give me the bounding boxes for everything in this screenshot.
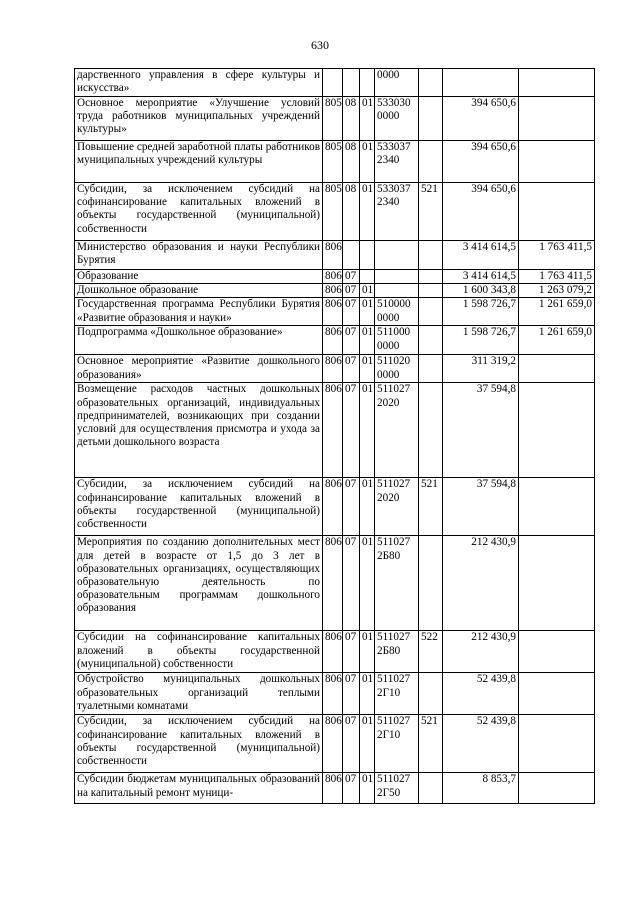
expense-type-code — [419, 270, 443, 284]
expense-type-code — [419, 284, 443, 298]
table-row — [75, 478, 595, 536]
row-name: Мероприятия по созданию дополнительных мест для детей в возрасте от 1,5 до 3 лет в образовательных организациях, осуществляющих образовательную деятельность по образовательным программам дошкольного образования — [75, 536, 323, 631]
row-name: Субсидии, за исключением субсидий на софинансирование капитальных вложений в объекты государственной (муниципальной) собственности — [75, 478, 323, 536]
subsection-code: 01 — [360, 631, 375, 673]
row-name: Субсидии на софинансирование капитальных вложений в объекты государственной (муниципальной) собственности — [75, 631, 323, 673]
table-row — [75, 298, 595, 326]
expense-type-code: 521 — [419, 478, 443, 536]
ministry-code — [323, 69, 343, 97]
expense-type-code: 521 — [419, 715, 443, 773]
amount-federal — [519, 97, 595, 141]
amount-federal — [519, 141, 595, 183]
table-row — [75, 97, 595, 141]
row-name: Обустройство муниципальных дошкольных образовательных организаций теплыми туалетными комнатами — [75, 673, 323, 715]
section-code: 07 — [343, 270, 360, 284]
ministry-code: 805 — [323, 183, 343, 241]
subsection-code: 01 — [360, 715, 375, 773]
amount-federal — [519, 673, 595, 715]
expense-type-code — [419, 536, 443, 631]
amount-federal — [519, 355, 595, 383]
subsection-code — [360, 69, 375, 97]
subsection-code: 01 — [360, 284, 375, 298]
subsection-code: 01 — [360, 183, 375, 241]
amount-total: 212 430,9 — [443, 631, 519, 673]
amount-federal — [519, 773, 595, 804]
table-row — [75, 715, 595, 773]
amount-total: 8 853,7 — [443, 773, 519, 804]
target-article-code: 511027 2Б80 — [375, 536, 419, 631]
amount-total: 3 414 614,5 — [443, 270, 519, 284]
row-name: Субсидии, за исключением субсидий на софинансирование капитальных вложений в объекты государственной (муниципальной) собственности — [75, 715, 323, 773]
target-article-code: 511027 2Б80 — [375, 631, 419, 673]
table-row — [75, 673, 595, 715]
amount-total: 52 439,8 — [443, 715, 519, 773]
table-row — [75, 773, 595, 804]
table-row — [75, 270, 595, 284]
amount-federal — [519, 478, 595, 536]
expense-type-code: 522 — [419, 631, 443, 673]
row-name: Дошкольное образование — [75, 284, 323, 298]
table-row — [75, 141, 595, 183]
table-row — [75, 69, 595, 97]
subsection-code: 01 — [360, 355, 375, 383]
target-article-code — [375, 270, 419, 284]
row-name: Основное мероприятие «Развитие дошкольного образования» — [75, 355, 323, 383]
target-article-code: 533037 2340 — [375, 141, 419, 183]
section-code: 07 — [343, 536, 360, 631]
row-name: Возмещение расходов частных дошкольных образовательных организаций, индивидуальных предпринимателей, возникающих при создании условий для осуществления присмотра и ухода за детьми дошкольного возраста — [75, 383, 323, 478]
amount-total — [443, 69, 519, 97]
amount-total: 37 594,8 — [443, 383, 519, 478]
amount-federal: 1 763 411,5 — [519, 241, 595, 270]
amount-federal: 1 261 659,0 — [519, 326, 595, 355]
section-code: 07 — [343, 383, 360, 478]
target-article-code: 510000 0000 — [375, 298, 419, 326]
table-row — [75, 631, 595, 673]
subsection-code: 01 — [360, 326, 375, 355]
subsection-code: 01 — [360, 478, 375, 536]
amount-total: 311 319,2 — [443, 355, 519, 383]
page-number: 630 — [311, 38, 329, 52]
amount-total: 52 439,8 — [443, 673, 519, 715]
ministry-code: 806 — [323, 284, 343, 298]
expense-type-code — [419, 355, 443, 383]
expense-type-code — [419, 383, 443, 478]
target-article-code: 0000 — [375, 69, 419, 97]
subsection-code — [360, 270, 375, 284]
amount-total: 394 650,6 — [443, 97, 519, 141]
amount-federal: 1 261 659,0 — [519, 298, 595, 326]
row-name: Образование — [75, 270, 323, 284]
row-name: Субсидии, за исключением субсидий на софинансирование капитальных вложений в объекты государственной (муниципальной) собственности — [75, 183, 323, 241]
subsection-code: 01 — [360, 141, 375, 183]
section-code: 07 — [343, 715, 360, 773]
row-name: Основное мероприятие «Улучшение условий труда работников муниципальных учреждений культуры» — [75, 97, 323, 141]
ministry-code: 805 — [323, 97, 343, 141]
section-code — [343, 241, 360, 270]
subsection-code: 01 — [360, 673, 375, 715]
section-code: 07 — [343, 773, 360, 804]
target-article-code: 511000 0000 — [375, 326, 419, 355]
section-code: 08 — [343, 183, 360, 241]
amount-total: 1 598 726,7 — [443, 326, 519, 355]
target-article-code: 533030 0000 — [375, 97, 419, 141]
row-name: дарственного управления в сфере культуры и искусства» — [75, 69, 323, 97]
table-row — [75, 355, 595, 383]
subsection-code: 01 — [360, 298, 375, 326]
budget-table — [74, 68, 595, 804]
table-row — [75, 183, 595, 241]
amount-federal — [519, 536, 595, 631]
amount-federal — [519, 69, 595, 97]
amount-total: 3 414 614,5 — [443, 241, 519, 270]
target-article-code — [375, 241, 419, 270]
amount-federal — [519, 715, 595, 773]
section-code: 07 — [343, 631, 360, 673]
amount-federal: 1 263 079,2 — [519, 284, 595, 298]
section-code: 07 — [343, 326, 360, 355]
subsection-code — [360, 241, 375, 270]
expense-type-code: 521 — [419, 183, 443, 241]
table-body — [75, 69, 595, 804]
section-code: 07 — [343, 478, 360, 536]
amount-federal — [519, 183, 595, 241]
amount-total: 212 430,9 — [443, 536, 519, 631]
ministry-code: 806 — [323, 355, 343, 383]
ministry-code: 806 — [323, 673, 343, 715]
row-name: Субсидии бюджетам муниципальных образований на капитальный ремонт муници- — [75, 773, 323, 804]
subsection-code: 01 — [360, 383, 375, 478]
target-article-code: 533037 2340 — [375, 183, 419, 241]
expense-type-code — [419, 97, 443, 141]
ministry-code: 805 — [323, 141, 343, 183]
subsection-code: 01 — [360, 97, 375, 141]
ministry-code: 806 — [323, 478, 343, 536]
row-name: Государственная программа Республики Бурятия «Развитие образования и науки» — [75, 298, 323, 326]
ministry-code: 806 — [323, 773, 343, 804]
section-code: 07 — [343, 298, 360, 326]
amount-federal: 1 763 411,5 — [519, 270, 595, 284]
subsection-code: 01 — [360, 536, 375, 631]
row-name: Повышение средней заработной платы работников муниципальных учреждений культуры — [75, 141, 323, 183]
table-row — [75, 326, 595, 355]
target-article-code: 511027 2020 — [375, 383, 419, 478]
amount-total: 394 650,6 — [443, 183, 519, 241]
ministry-code: 806 — [323, 270, 343, 284]
amount-total: 1 600 343,8 — [443, 284, 519, 298]
table-row — [75, 536, 595, 631]
section-code: 07 — [343, 284, 360, 298]
target-article-code: 511027 2Г10 — [375, 673, 419, 715]
target-article-code — [375, 284, 419, 298]
expense-type-code — [419, 298, 443, 326]
amount-federal — [519, 631, 595, 673]
amount-total: 1 598 726,7 — [443, 298, 519, 326]
ministry-code: 806 — [323, 326, 343, 355]
section-code: 07 — [343, 673, 360, 715]
expense-type-code — [419, 773, 443, 804]
target-article-code: 511027 2Г10 — [375, 715, 419, 773]
section-code: 08 — [343, 97, 360, 141]
expense-type-code — [419, 141, 443, 183]
target-article-code: 511027 2020 — [375, 478, 419, 536]
row-name: Подпрограмма «Дошкольное образование» — [75, 326, 323, 355]
target-article-code: 511020 0000 — [375, 355, 419, 383]
ministry-code: 806 — [323, 298, 343, 326]
expense-type-code — [419, 326, 443, 355]
ministry-code: 806 — [323, 383, 343, 478]
expense-type-code — [419, 673, 443, 715]
row-name: Министерство образования и науки Республики Бурятия — [75, 241, 323, 270]
ministry-code: 806 — [323, 536, 343, 631]
table-row — [75, 284, 595, 298]
target-article-code: 511027 2Г50 — [375, 773, 419, 804]
table-row — [75, 241, 595, 270]
amount-federal — [519, 383, 595, 478]
ministry-code: 806 — [323, 241, 343, 270]
subsection-code: 01 — [360, 773, 375, 804]
table-row — [75, 383, 595, 478]
expense-type-code — [419, 241, 443, 270]
amount-total: 37 594,8 — [443, 478, 519, 536]
expense-type-code — [419, 69, 443, 97]
section-code: 08 — [343, 141, 360, 183]
amount-total: 394 650,6 — [443, 141, 519, 183]
ministry-code: 806 — [323, 631, 343, 673]
section-code: 07 — [343, 355, 360, 383]
ministry-code: 806 — [323, 715, 343, 773]
section-code — [343, 69, 360, 97]
